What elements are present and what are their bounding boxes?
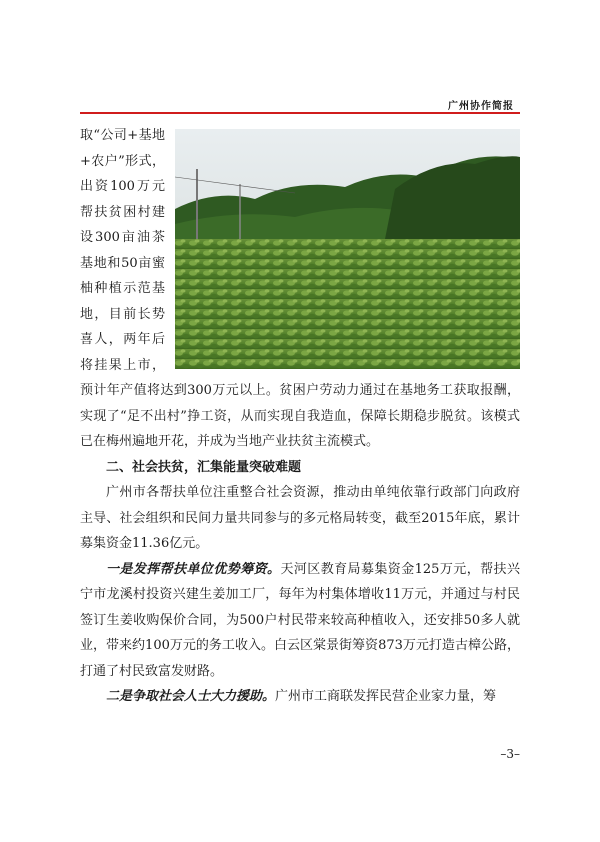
paragraph-3 <box>80 557 520 685</box>
page-number: –3– <box>500 747 520 761</box>
paragraph-1 <box>80 123 520 455</box>
paragraph-2: 广州市各帮扶单位注重整合社会资源，推动由单纯依靠行政部门向政府主导、社会组织和民间力量共同参与的多元格局转变，截至2015年底，累计募集资金11.36亿元。 <box>80 485 520 551</box>
paragraph-4-text: 广州市工商联发挥民营企业家力量，筹 <box>275 689 497 704</box>
paragraph-4-lead: 二是争取社会人士大力援助。 <box>106 689 276 704</box>
paragraph-3-lead: 一是发挥帮扶单位优势筹资。 <box>106 561 281 577</box>
field-photo <box>175 129 520 369</box>
paragraph-1-text: 取“公司+基地+农户”形式，出资100万元帮扶贫困村建设300亩油茶基地和50亩蜜柚种植示范基地，目前长势喜人，两年后将挂果上市，预计年产值将达到300万元以上。贫困户劳动力通过在基地务工获取报酬，实现了“足不出村”挣工资，从而实现自我造血，保障长期稳步脱贫。该模式已在梅州遍地开花，并成为当地产业扶贫主流模式。 <box>80 128 520 449</box>
document-body <box>80 123 520 710</box>
section-2-heading: 二、社会扶贫，汇集能量突破难题 <box>106 459 302 475</box>
paragraph-4 <box>80 684 520 710</box>
header-title: 广州协作简报 <box>448 101 514 112</box>
field-photo-illustration <box>175 129 520 369</box>
header-rule <box>80 112 520 114</box>
paragraph-3-text: 天河区教育局募集资金125万元，帮扶兴宁市龙溪村投资兴建生姜加工厂，每年为村集体增收11万元，并通过与村民签订生姜收购保价合同，为500户村民带来较高种植收入，还安排50多人就业，带来约100万元的务工收入。白云区棠景街筹资873万元打造古樟公路，打通了村民致富发财路。 <box>80 561 520 679</box>
